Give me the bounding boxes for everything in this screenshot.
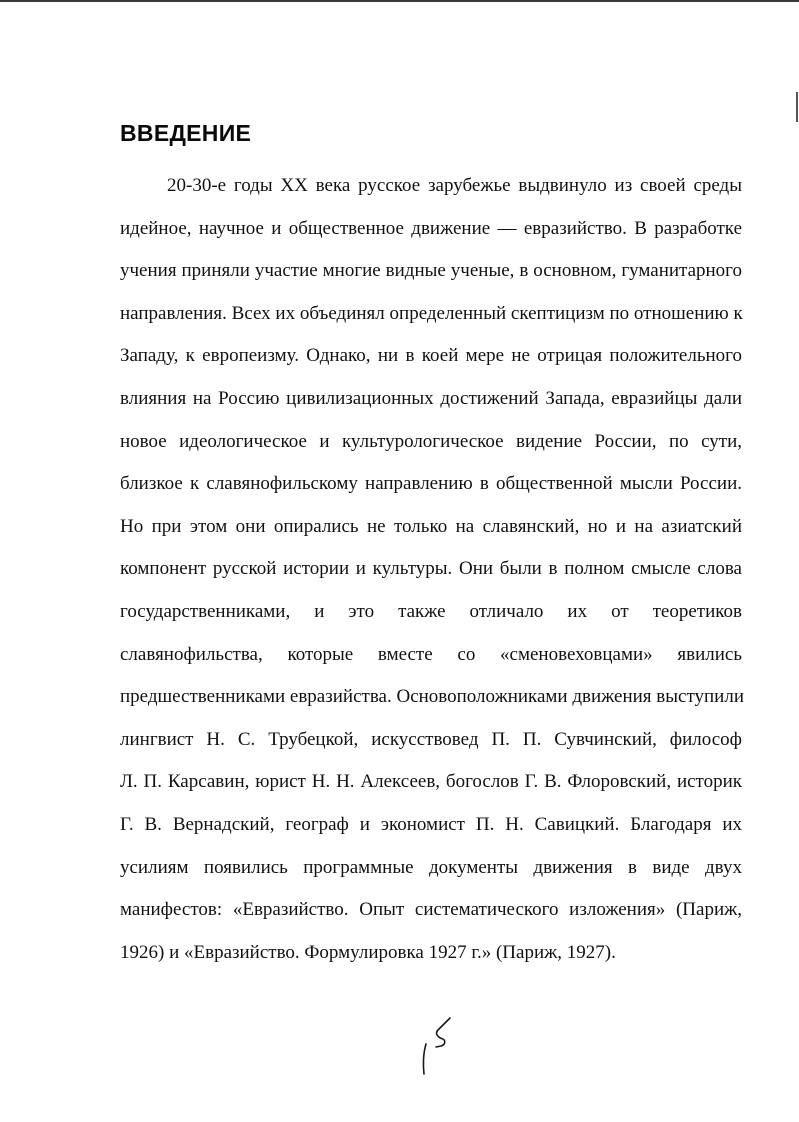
paragraph-line: государственниками, и это также отличало их от теоретиков — [120, 600, 742, 622]
handwritten-tick-stroke — [423, 1044, 426, 1074]
paragraph-line: Л. П. Карсавин, юрист Н. Н. Алексеев, богослов Г. В. Флоровский, историк — [120, 771, 742, 793]
handwritten-digit-stroke — [436, 1018, 450, 1047]
paragraph-line: лингвист Н. С. Трубецкой, искусствовед П. П. Сувчинский, философ — [120, 728, 742, 750]
paragraph-line: идейное, научное и общественное движение — евразийство. В разработке — [120, 217, 742, 239]
paragraph-line: влияния на Россию цивилизационных достижений Запада, евразийцы дали — [120, 387, 742, 409]
paragraph-line: близкое к славянофильскому направлению в общественной мысли России. — [120, 473, 742, 495]
paragraph-line: направления. Всех их объединял определенный скептицизм по отношению к — [120, 302, 743, 324]
scan-edge-right — [796, 92, 798, 122]
handwritten-page-number — [412, 1012, 462, 1080]
intro-paragraph — [120, 168, 742, 977]
paragraph-line: учения приняли участие многие видные ученые, в основном, гуманитарного — [120, 260, 742, 282]
paragraph-line: Но при этом они опирались не только на славянский, но и на азиатский — [120, 515, 742, 537]
paragraph-line: 1926) и «Евразийство. Формулировка 1927 г.» (Париж, 1927). — [120, 941, 616, 963]
section-heading: ВВЕДЕНИЕ — [120, 120, 252, 146]
paragraph-line: Г. В. Вернадский, географ и экономист П. Н. Савицкий. Благодаря их — [120, 813, 742, 835]
paragraph-line: усилиям появились программные документы движения в виде двух — [120, 856, 742, 878]
paragraph-line: манифестов: «Евразийство. Опыт систематического изложения» (Париж, — [120, 899, 742, 921]
paragraph-line: Западу, к европеизму. Однако, ни в коей мере не отрицая положительного — [120, 345, 742, 367]
paragraph-line: новое идеологическое и культурологическое видение России, по сути, — [120, 430, 742, 452]
scan-edge-top — [0, 0, 799, 2]
paragraph-line: славянофильства, которые вместе со «сменовеховцами» явились — [120, 643, 742, 665]
paragraph-line: 20-30-е годы XX века русское зарубежье выдвинуло из своей среды — [167, 175, 742, 196]
paragraph-line: предшественниками евразийства. Основоположниками движения выступили — [120, 686, 744, 708]
paragraph-line: компонент русской истории и культуры. Они были в полном смысле слова — [120, 558, 742, 580]
